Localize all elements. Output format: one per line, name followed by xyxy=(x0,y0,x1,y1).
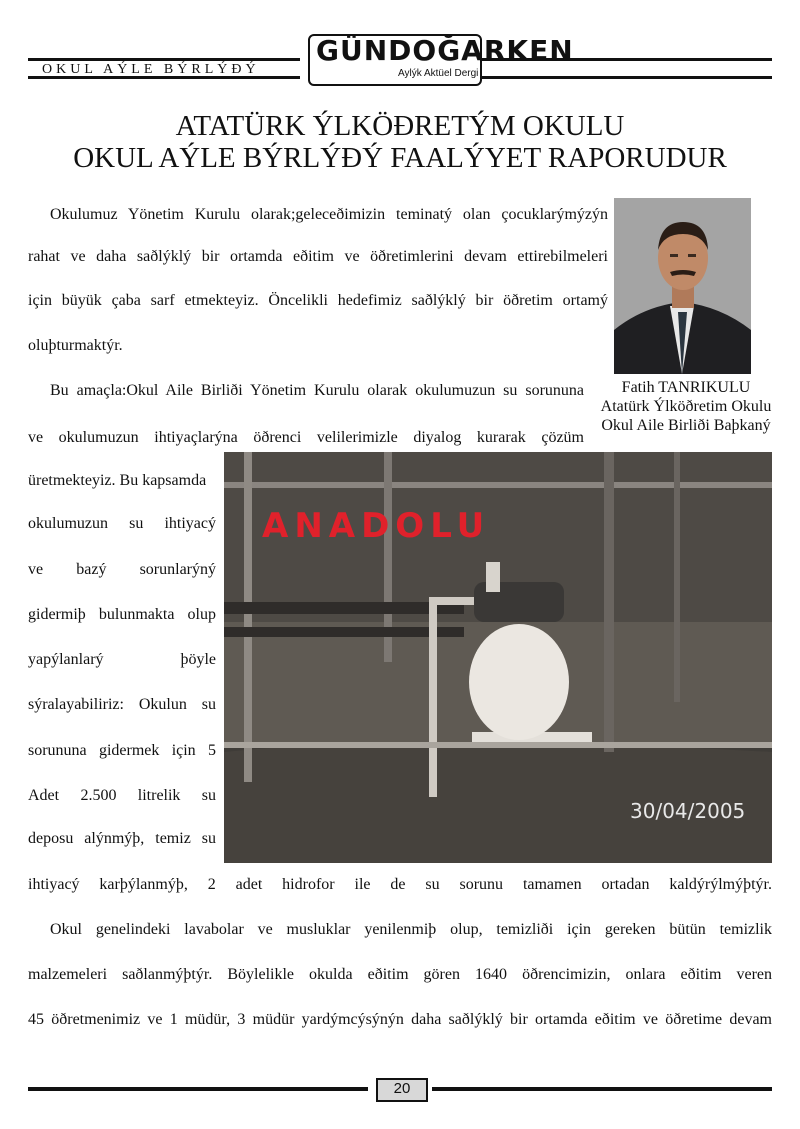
footer-rule-right xyxy=(432,1087,772,1091)
page-title-line-1: ATATÜRK ÝLKÖÐRETÝM OKULU xyxy=(175,110,625,142)
paragraph-2-line-2: ve okulumuzun ihtiyaçlarýna öðrenci velilerimizle diyalog kurarak çözüm xyxy=(28,429,584,446)
paragraph-3-line-3: 45 öðretmenimiz ve 1 müdür, 3 müdür yardýmcýsýnýn daha saðlýklý bir ortamda eðitim ve öðretime devam xyxy=(28,1011,772,1028)
person-portrait-icon xyxy=(614,198,751,374)
portrait-caption-name: Fatih TANRIKULU xyxy=(621,379,751,396)
footer-rule-left xyxy=(28,1087,368,1091)
paragraph-2-line-1: Bu amaçla:Okul Aile Birliði Yönetim Kurulu olarak okulumuzun su sorununa xyxy=(50,382,584,399)
portrait-caption-role: Okul Aile Birliði Baþkaný xyxy=(601,417,771,434)
portrait-photo xyxy=(614,198,751,374)
paragraph-3-line-1: Okul genelindeki lavabolar ve musluklar yenilenmiþ olup, temizliði için gereken bütün temizlik xyxy=(50,921,772,938)
paragraph-2-line-3: üretmekteyiz. Bu kapsamda xyxy=(28,472,207,489)
portrait-caption-school: Atatürk Ýlköðretim Okulu xyxy=(600,398,772,415)
paragraph-3-line-2: malzemeleri saðlanmýþtýr. Böylelikle okulda eðitim gören 1640 öðrencimizin, onlara eðitim veren xyxy=(28,966,772,983)
magazine-title: GÜNDOĞARKEN xyxy=(316,34,574,67)
header-rule-top-left xyxy=(28,58,300,61)
page-title-line-2: OKUL AÝLE BÝRLÝÐÝ FAALÝYET RAPORUDUR xyxy=(73,142,727,174)
paragraph-2-line-12: ihtiyacý karþýlanmýþ, 2 adet hidrofor ile de su sorunu tamamen ortadan kaldýrýlmýþtýr. xyxy=(28,876,772,893)
paragraph-2-line-8: sýralayabiliriz: Okulun su xyxy=(28,696,216,713)
paragraph-2-line-7: yapýlanlarý þöyle xyxy=(28,651,216,668)
paragraph-1-line-1: Okulumuz Yönetim Kurulu olarak;geleceðimizin teminatý olan çocuklarýmýzýn xyxy=(50,206,608,223)
photo-watermark-logo: ANADOLU xyxy=(262,506,491,546)
paragraph-2-line-5: ve bazý sorunlarýný xyxy=(28,561,216,578)
paragraph-2-line-10: Adet 2.500 litrelik su xyxy=(28,787,216,804)
page-number: 20 xyxy=(393,1080,411,1097)
paragraph-1-line-3: için büyük çaba sarf etmekteyiz. Öncelikli hedefimiz saðlýklý bir öðretim ortamý xyxy=(28,292,608,309)
magazine-subtitle: Aylýk Aktüel Dergi xyxy=(398,68,479,79)
header-rule-bottom-right xyxy=(478,76,772,79)
photo-date-stamp: 30/04/2005 xyxy=(630,799,746,823)
paragraph-1-line-2: rahat ve daha saðlýklý bir ortamda eðitim ve öðretimlerini devam ettirebilmeleri xyxy=(28,248,608,265)
section-label: OKUL AÝLE BÝRLÝÐÝ xyxy=(42,62,260,77)
paragraph-2-line-9: sorununa gidermek için 5 xyxy=(28,742,216,759)
paragraph-1-line-4: oluþturmaktýr. xyxy=(28,337,123,354)
paragraph-2-line-6: gidermiþ bulunmakta olup xyxy=(28,606,216,623)
paragraph-2-line-11: deposu alýnmýþ, temiz su xyxy=(28,830,216,847)
paragraph-2-line-4: okulumuzun su ihtiyacý xyxy=(28,515,216,532)
